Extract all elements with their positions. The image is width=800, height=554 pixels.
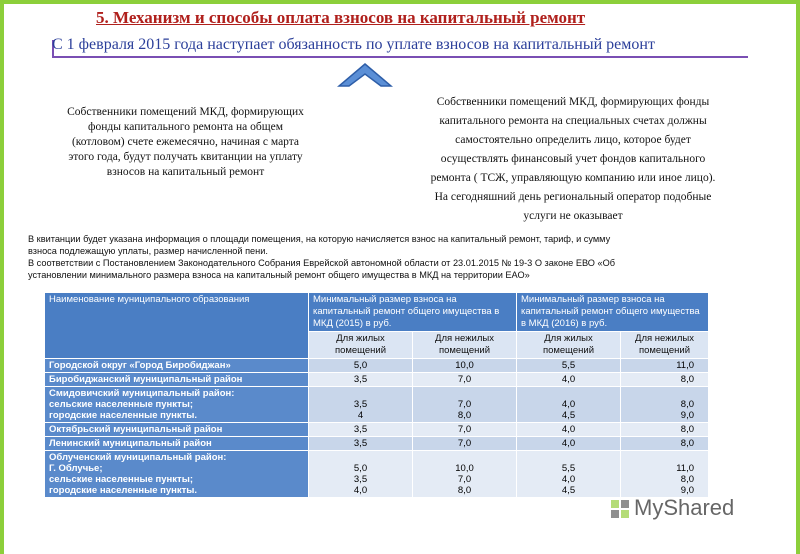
rate-value: 3,5	[309, 373, 413, 387]
header-2015: Минимальный размер взноса на капитальный ремонт общего имущества в МКД (2015) в руб.	[309, 293, 517, 332]
right-line: осуществлять финансовый учет фондов капитального	[440, 153, 706, 165]
subheader-nonliving-2015: Для нежилых помещений	[413, 332, 517, 359]
watermark-logo-icon	[610, 499, 630, 519]
rates-table-body	[45, 359, 709, 498]
frame-left	[0, 0, 4, 554]
municipality-name: Облученский муниципальный район: Г. Облучье; сельские населенные пункты; городские населенные пункты.	[45, 451, 309, 498]
left-line: (котловом) счете ежемесячно, начиная с марта	[71, 136, 300, 148]
rate-value: 10,0 7,0 8,0	[413, 451, 517, 498]
municipality-name: Биробиджанский муниципальный район	[45, 373, 309, 387]
rate-value: 3,5 4	[309, 387, 413, 423]
rate-value: 3,5	[309, 423, 413, 437]
receipt-note	[28, 233, 758, 281]
watermark-text: MyShared	[634, 495, 735, 520]
table-row	[45, 451, 709, 498]
rate-value: 5,5 4,0 4,5	[517, 451, 621, 498]
rate-value: 3,5	[309, 437, 413, 451]
table-row	[45, 423, 709, 437]
note-line: В квитанции будет указана информация о площади помещения, на которую начисляется взнос на капитальный ремонт, тариф, и сумму	[28, 234, 611, 244]
slide-subtitle: С 1 февраля 2015 года наступает обязанность по уплате взносов на капитальный ремонт	[52, 36, 655, 53]
rate-value: 4,0 4,5	[517, 387, 621, 423]
municipality-name: Октябрьский муниципальный район	[45, 423, 309, 437]
subheader-living-2015: Для жилых помещений	[309, 332, 413, 359]
rate-value: 11,0 8,0 9,0	[621, 451, 709, 498]
rate-value: 7,0	[413, 437, 517, 451]
municipality-name: Ленинский муниципальный район	[45, 437, 309, 451]
left-line: взносов на капитальный ремонт	[106, 166, 265, 178]
rate-value: 8,0	[621, 437, 709, 451]
frame-right	[796, 0, 800, 554]
rate-value: 8,0 9,0	[621, 387, 709, 423]
rate-value: 4,0	[517, 437, 621, 451]
rates-table	[44, 292, 709, 498]
rate-value: 8,0	[621, 373, 709, 387]
rate-value: 5,0 3,5 4,0	[309, 451, 413, 498]
right-line: капитального ремонта на специальных счетах должны	[439, 115, 707, 127]
general-account-text	[28, 105, 343, 180]
slide-title: 5. Механизм и способы оплата взносов на капитальный ремонт	[96, 8, 586, 27]
subtitle-underline	[52, 56, 748, 58]
left-line: этого года, будут получать квитанции на уплату	[68, 151, 303, 163]
rate-value: 8,0	[621, 423, 709, 437]
right-line: На сегодняшний день региональный оператор подобные	[434, 191, 712, 203]
table-row	[45, 373, 709, 387]
rate-value: 5,0	[309, 359, 413, 373]
special-account-text	[395, 93, 751, 226]
rate-value: 4,0	[517, 423, 621, 437]
header-2016: Минимальный размер взноса на капитальный ремонт общего имущества в МКД (2016) в руб.	[517, 293, 709, 332]
note-line: установлении минимального размера взноса на капитальный ремонт общего имущества в МКД на территории ЕАО»	[28, 270, 530, 280]
frame-top	[0, 0, 800, 4]
table-row	[45, 437, 709, 451]
note-line: взноса подлежащую уплаты, размер начисленной пени.	[28, 246, 268, 256]
left-line: Собственники помещений МКД, формирующих	[67, 106, 304, 118]
right-line: самостоятельно определить лицо, которое будет	[455, 134, 691, 146]
subheader-living-2016: Для жилых помещений	[517, 332, 621, 359]
right-line: ремонта ( ТСЖ, управляющую компанию или иное лицо).	[430, 172, 716, 184]
table-row	[45, 359, 709, 373]
right-line: Собственники помещений МКД, формирующих фонды	[436, 96, 710, 108]
rate-value: 10,0	[413, 359, 517, 373]
rate-value: 7,0	[413, 373, 517, 387]
municipality-name: Смидовичский муниципальный район: сельские населенные пункты; городские населенные пункты.	[45, 387, 309, 423]
right-line: услуги не оказывает	[523, 210, 623, 222]
split-arrow-icon	[337, 62, 393, 102]
municipality-name: Городской округ «Город Биробиджан»	[45, 359, 309, 373]
header-municipality: Наименование муниципального образования	[45, 293, 309, 359]
watermark	[610, 495, 734, 521]
rate-value: 4,0	[517, 373, 621, 387]
subheader-nonliving-2016: Для нежилых помещений	[621, 332, 709, 359]
note-line: В соответствии с Постановлением Законодательного Собрания Еврейской автономной области от 23.01.2015 № 19-3 О законе ЕВО «Об	[28, 258, 615, 268]
table-row	[45, 387, 709, 423]
rate-value: 7,0 8,0	[413, 387, 517, 423]
rate-value: 11,0	[621, 359, 709, 373]
rate-value: 5,5	[517, 359, 621, 373]
rate-value: 7,0	[413, 423, 517, 437]
left-line: фонды капитального ремонта на общем	[88, 121, 283, 133]
